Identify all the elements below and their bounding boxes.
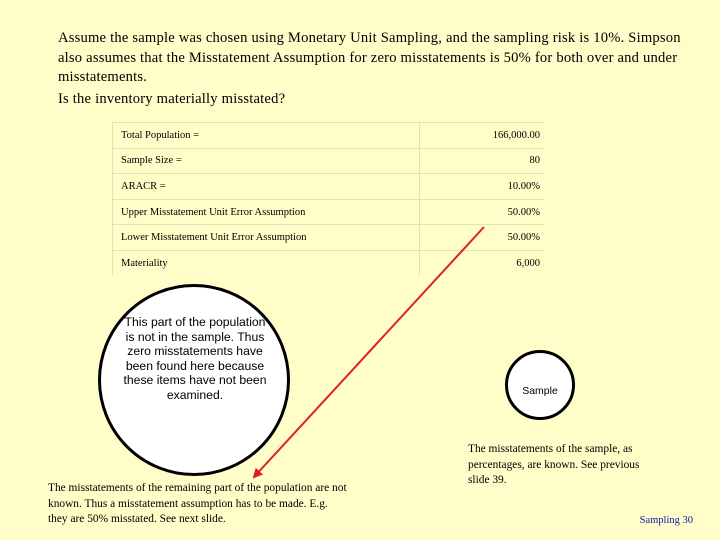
slide-number: Sampling 30 — [639, 515, 693, 526]
row-value: 80 — [420, 148, 545, 174]
sample-misstatements-note: The misstatements of the sample, as percentages, are known. See previous slide 39. — [468, 443, 640, 486]
row-label: Sample Size = — [113, 148, 420, 174]
sample-circle-label: Sample — [522, 385, 558, 397]
row-label: Total Population = — [113, 123, 420, 149]
row-value: 6,000 — [420, 250, 545, 275]
unknown-misstatements-note: The misstatements of the remaining part of the population are not known. Thus a misstatement assumption has to be made. E.g. they are 50% misstated. See next slide. — [48, 482, 347, 525]
row-value: 10.00% — [420, 174, 545, 200]
row-value: 50.00% — [420, 199, 545, 225]
red-arrow — [254, 227, 484, 477]
row-value: 166,000.00 — [420, 123, 545, 149]
population-circle-text: This part of the population is not in the sample. Thus zero misstatements have been found here because these items have not been examined. — [123, 315, 267, 402]
row-value: 50.00% — [420, 225, 545, 251]
question-text: Is the inventory materially misstated? — [58, 91, 286, 107]
row-label: ARACR = — [113, 174, 420, 200]
row-label: Lower Misstatement Unit Error Assumption — [113, 225, 420, 251]
row-label: Materiality — [113, 250, 420, 275]
intro-paragraph: Assume the sample was chosen using Monetary Unit Sampling, and the sampling risk is 10%. Simpson also assumes that the Misstatement Assumption for zero misstatements is 50% for both over and under misstatements. — [58, 30, 681, 85]
row-label: Upper Misstatement Unit Error Assumption — [113, 199, 420, 225]
